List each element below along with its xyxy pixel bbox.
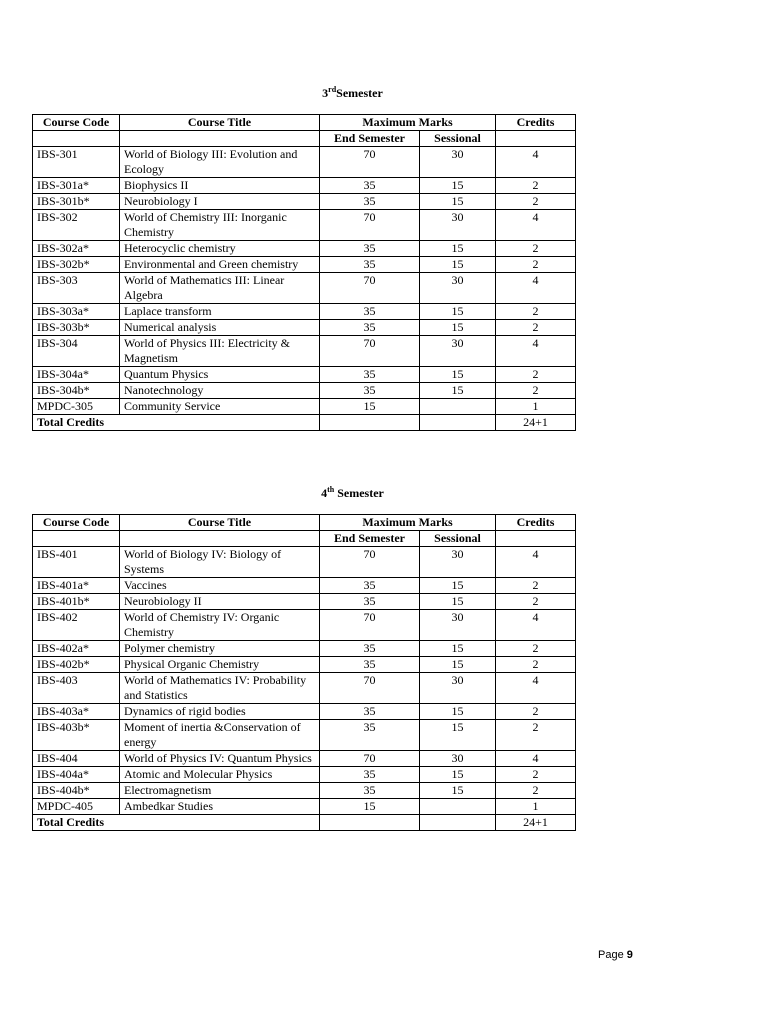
course-code-cell: IBS-403 [33,673,120,704]
course-title-cell: Moment of inertia &Conservation of energy [120,720,320,751]
course-code-cell: IBS-401 [33,547,120,578]
course-title-cell: Polymer chemistry [120,641,320,657]
course-title-cell: Nanotechnology [120,383,320,399]
sessional-marks-cell: 15 [420,194,496,210]
sessional-marks-cell [420,799,496,815]
course-code-cell: IBS-304 [33,336,120,367]
header-blank [120,531,320,547]
semester-4-title-suffix: th [327,485,335,494]
credits-cell: 4 [496,610,576,641]
semester-3-rows [33,147,576,415]
table-row [33,273,576,304]
end-semester-marks-cell: 35 [320,320,420,336]
course-title-cell: Vaccines [120,578,320,594]
course-title-cell: World of Mathematics IV: Probability and Statistics [120,673,320,704]
sessional-marks-cell: 15 [420,767,496,783]
table-row [33,673,576,704]
course-code-cell: IBS-303b* [33,320,120,336]
header-blank [33,131,120,147]
sessional-marks-cell: 15 [420,704,496,720]
credits-cell: 2 [496,383,576,399]
sessional-marks-cell: 30 [420,610,496,641]
sessional-marks-cell: 15 [420,720,496,751]
table-row [33,641,576,657]
credits-cell: 2 [496,241,576,257]
course-code-cell: IBS-302 [33,210,120,241]
course-code-cell: IBS-404b* [33,783,120,799]
course-title-cell: Laplace transform [120,304,320,320]
course-title-cell: Heterocyclic chemistry [120,241,320,257]
course-title-cell: World of Chemistry IV: Organic Chemistry [120,610,320,641]
end-semester-marks-cell: 35 [320,304,420,320]
sessional-marks-cell: 15 [420,257,496,273]
course-code-cell: IBS-304a* [33,367,120,383]
semester-4-title-text: Semester [337,486,384,500]
header-blank [496,131,576,147]
course-code-cell: IBS-402a* [33,641,120,657]
header-end-semester: End Semester [320,531,420,547]
course-code-cell: IBS-301 [33,147,120,178]
credits-cell: 2 [496,767,576,783]
end-semester-marks-cell: 35 [320,578,420,594]
course-code-cell: IBS-301b* [33,194,120,210]
table-row [33,304,576,320]
table-row [33,594,576,610]
credits-cell: 4 [496,673,576,704]
semester-3-table [32,114,576,431]
end-semester-marks-cell: 35 [320,783,420,799]
end-semester-marks-cell: 35 [320,178,420,194]
sessional-marks-cell: 15 [420,241,496,257]
credits-cell: 4 [496,336,576,367]
end-semester-marks-cell: 35 [320,657,420,673]
header-blank [496,531,576,547]
table-row [33,783,576,799]
course-title-cell: Atomic and Molecular Physics [120,767,320,783]
course-title-cell: World of Chemistry III: Inorganic Chemistry [120,210,320,241]
course-code-cell: IBS-302a* [33,241,120,257]
course-code-cell: MPDC-405 [33,799,120,815]
course-code-cell: IBS-303a* [33,304,120,320]
semester-3-title-number: 3 [322,86,329,100]
course-title-cell: Electromagnetism [120,783,320,799]
course-code-cell: IBS-404 [33,751,120,767]
end-semester-marks-cell: 35 [320,704,420,720]
course-title-cell: Neurobiology II [120,594,320,610]
total-blank [420,815,496,831]
credits-cell: 1 [496,399,576,415]
table-row [33,704,576,720]
course-title-cell: Environmental and Green chemistry [120,257,320,273]
credits-cell: 2 [496,304,576,320]
table-row [33,657,576,673]
course-title-cell: World of Mathematics III: Linear Algebra [120,273,320,304]
sessional-marks-cell: 15 [420,657,496,673]
end-semester-marks-cell: 35 [320,367,420,383]
header-blank [120,131,320,147]
end-semester-marks-cell: 70 [320,610,420,641]
credits-cell: 2 [496,320,576,336]
header-course-code: Course Code [33,515,120,531]
course-code-cell: IBS-303 [33,273,120,304]
table-row [33,320,576,336]
header-sessional: Sessional [420,531,496,547]
course-title-cell: Community Service [120,399,320,415]
course-code-cell: IBS-402b* [33,657,120,673]
course-code-cell: IBS-304b* [33,383,120,399]
table-row [33,547,576,578]
end-semester-marks-cell: 35 [320,383,420,399]
header-end-semester: End Semester [320,131,420,147]
course-title-cell: Physical Organic Chemistry [120,657,320,673]
table-row [33,720,576,751]
header-course-title: Course Title [120,115,320,131]
end-semester-marks-cell: 15 [320,799,420,815]
header-maximum-marks: Maximum Marks [320,515,496,531]
end-semester-marks-cell: 70 [320,147,420,178]
sessional-marks-cell [420,399,496,415]
table-row [33,210,576,241]
semester-3-title-text: Semester [336,86,383,100]
sessional-marks-cell: 30 [420,273,496,304]
table-row [33,241,576,257]
end-semester-marks-cell: 35 [320,257,420,273]
credits-cell: 2 [496,657,576,673]
total-blank [420,415,496,431]
credits-cell: 2 [496,641,576,657]
course-code-cell: MPDC-305 [33,399,120,415]
end-semester-marks-cell: 35 [320,641,420,657]
total-credits-value: 24+1 [496,815,576,831]
end-semester-marks-cell: 70 [320,336,420,367]
credits-cell: 2 [496,704,576,720]
credits-cell: 2 [496,257,576,273]
header-maximum-marks: Maximum Marks [320,115,496,131]
end-semester-marks-cell: 70 [320,273,420,304]
page-number [598,949,633,961]
course-title-cell: World of Biology III: Evolution and Ecology [120,147,320,178]
sessional-marks-cell: 30 [420,210,496,241]
end-semester-marks-cell: 35 [320,767,420,783]
credits-cell: 4 [496,751,576,767]
header-sessional: Sessional [420,131,496,147]
end-semester-marks-cell: 70 [320,210,420,241]
semester-4-title-number: 4 [321,486,328,500]
course-title-cell: World of Biology IV: Biology of Systems [120,547,320,578]
course-title-cell: Numerical analysis [120,320,320,336]
total-blank [320,415,420,431]
end-semester-marks-cell: 70 [320,673,420,704]
credits-cell: 4 [496,210,576,241]
sessional-marks-cell: 15 [420,783,496,799]
sessional-marks-cell: 15 [420,178,496,194]
total-row [33,815,576,831]
total-credits-label: Total Credits [33,815,320,831]
course-title-cell: Biophysics II [120,178,320,194]
credits-cell: 1 [496,799,576,815]
end-semester-marks-cell: 15 [320,399,420,415]
table-row [33,751,576,767]
course-title-cell: Neurobiology I [120,194,320,210]
course-code-cell: IBS-301a* [33,178,120,194]
end-semester-marks-cell: 35 [320,194,420,210]
sessional-marks-cell: 15 [420,641,496,657]
course-code-cell: IBS-401a* [33,578,120,594]
sessional-marks-cell: 30 [420,147,496,178]
header-blank [33,531,120,547]
course-code-cell: IBS-401b* [33,594,120,610]
course-title-cell: Ambedkar Studies [120,799,320,815]
total-credits-label: Total Credits [33,415,320,431]
header-course-code: Course Code [33,115,120,131]
table-row [33,799,576,815]
credits-cell: 2 [496,578,576,594]
table-row [33,399,576,415]
table-row [33,610,576,641]
table-row [33,578,576,594]
table-row [33,767,576,783]
course-code-cell: IBS-404a* [33,767,120,783]
credits-cell: 2 [496,178,576,194]
course-title-cell: Quantum Physics [120,367,320,383]
credits-cell: 2 [496,194,576,210]
end-semester-marks-cell: 35 [320,720,420,751]
end-semester-marks-cell: 35 [320,241,420,257]
course-code-cell: IBS-302b* [33,257,120,273]
semester-3-title [0,85,705,101]
page-label: Page [598,949,624,961]
table-row [33,257,576,273]
total-row [33,415,576,431]
semester-4-rows [33,547,576,815]
total-credits-value: 24+1 [496,415,576,431]
course-title-cell: World of Physics IV: Quantum Physics [120,751,320,767]
header-course-title: Course Title [120,515,320,531]
course-code-cell: IBS-403a* [33,704,120,720]
credits-cell: 4 [496,547,576,578]
semester-3-title-suffix: rd [328,85,337,94]
table-row [33,367,576,383]
sessional-marks-cell: 30 [420,336,496,367]
table-row [33,336,576,367]
sessional-marks-cell: 15 [420,594,496,610]
sessional-marks-cell: 15 [420,383,496,399]
sessional-marks-cell: 30 [420,673,496,704]
semester-4-table [32,514,576,831]
credits-cell: 2 [496,720,576,751]
credits-cell: 2 [496,783,576,799]
sessional-marks-cell: 15 [420,304,496,320]
page-number-value: 9 [626,949,633,961]
end-semester-marks-cell: 70 [320,751,420,767]
table-row [33,178,576,194]
sessional-marks-cell: 30 [420,751,496,767]
total-blank [320,815,420,831]
credits-cell: 4 [496,273,576,304]
header-credits: Credits [496,515,576,531]
sessional-marks-cell: 30 [420,547,496,578]
credits-cell: 4 [496,147,576,178]
course-code-cell: IBS-402 [33,610,120,641]
sessional-marks-cell: 15 [420,578,496,594]
course-title-cell: Dynamics of rigid bodies [120,704,320,720]
sessional-marks-cell: 15 [420,367,496,383]
credits-cell: 2 [496,367,576,383]
course-title-cell: World of Physics III: Electricity & Magnetism [120,336,320,367]
semester-4-title [0,485,705,501]
header-credits: Credits [496,115,576,131]
end-semester-marks-cell: 70 [320,547,420,578]
table-row [33,383,576,399]
end-semester-marks-cell: 35 [320,594,420,610]
sessional-marks-cell: 15 [420,320,496,336]
course-code-cell: IBS-403b* [33,720,120,751]
table-row [33,194,576,210]
credits-cell: 2 [496,594,576,610]
table-row [33,147,576,178]
